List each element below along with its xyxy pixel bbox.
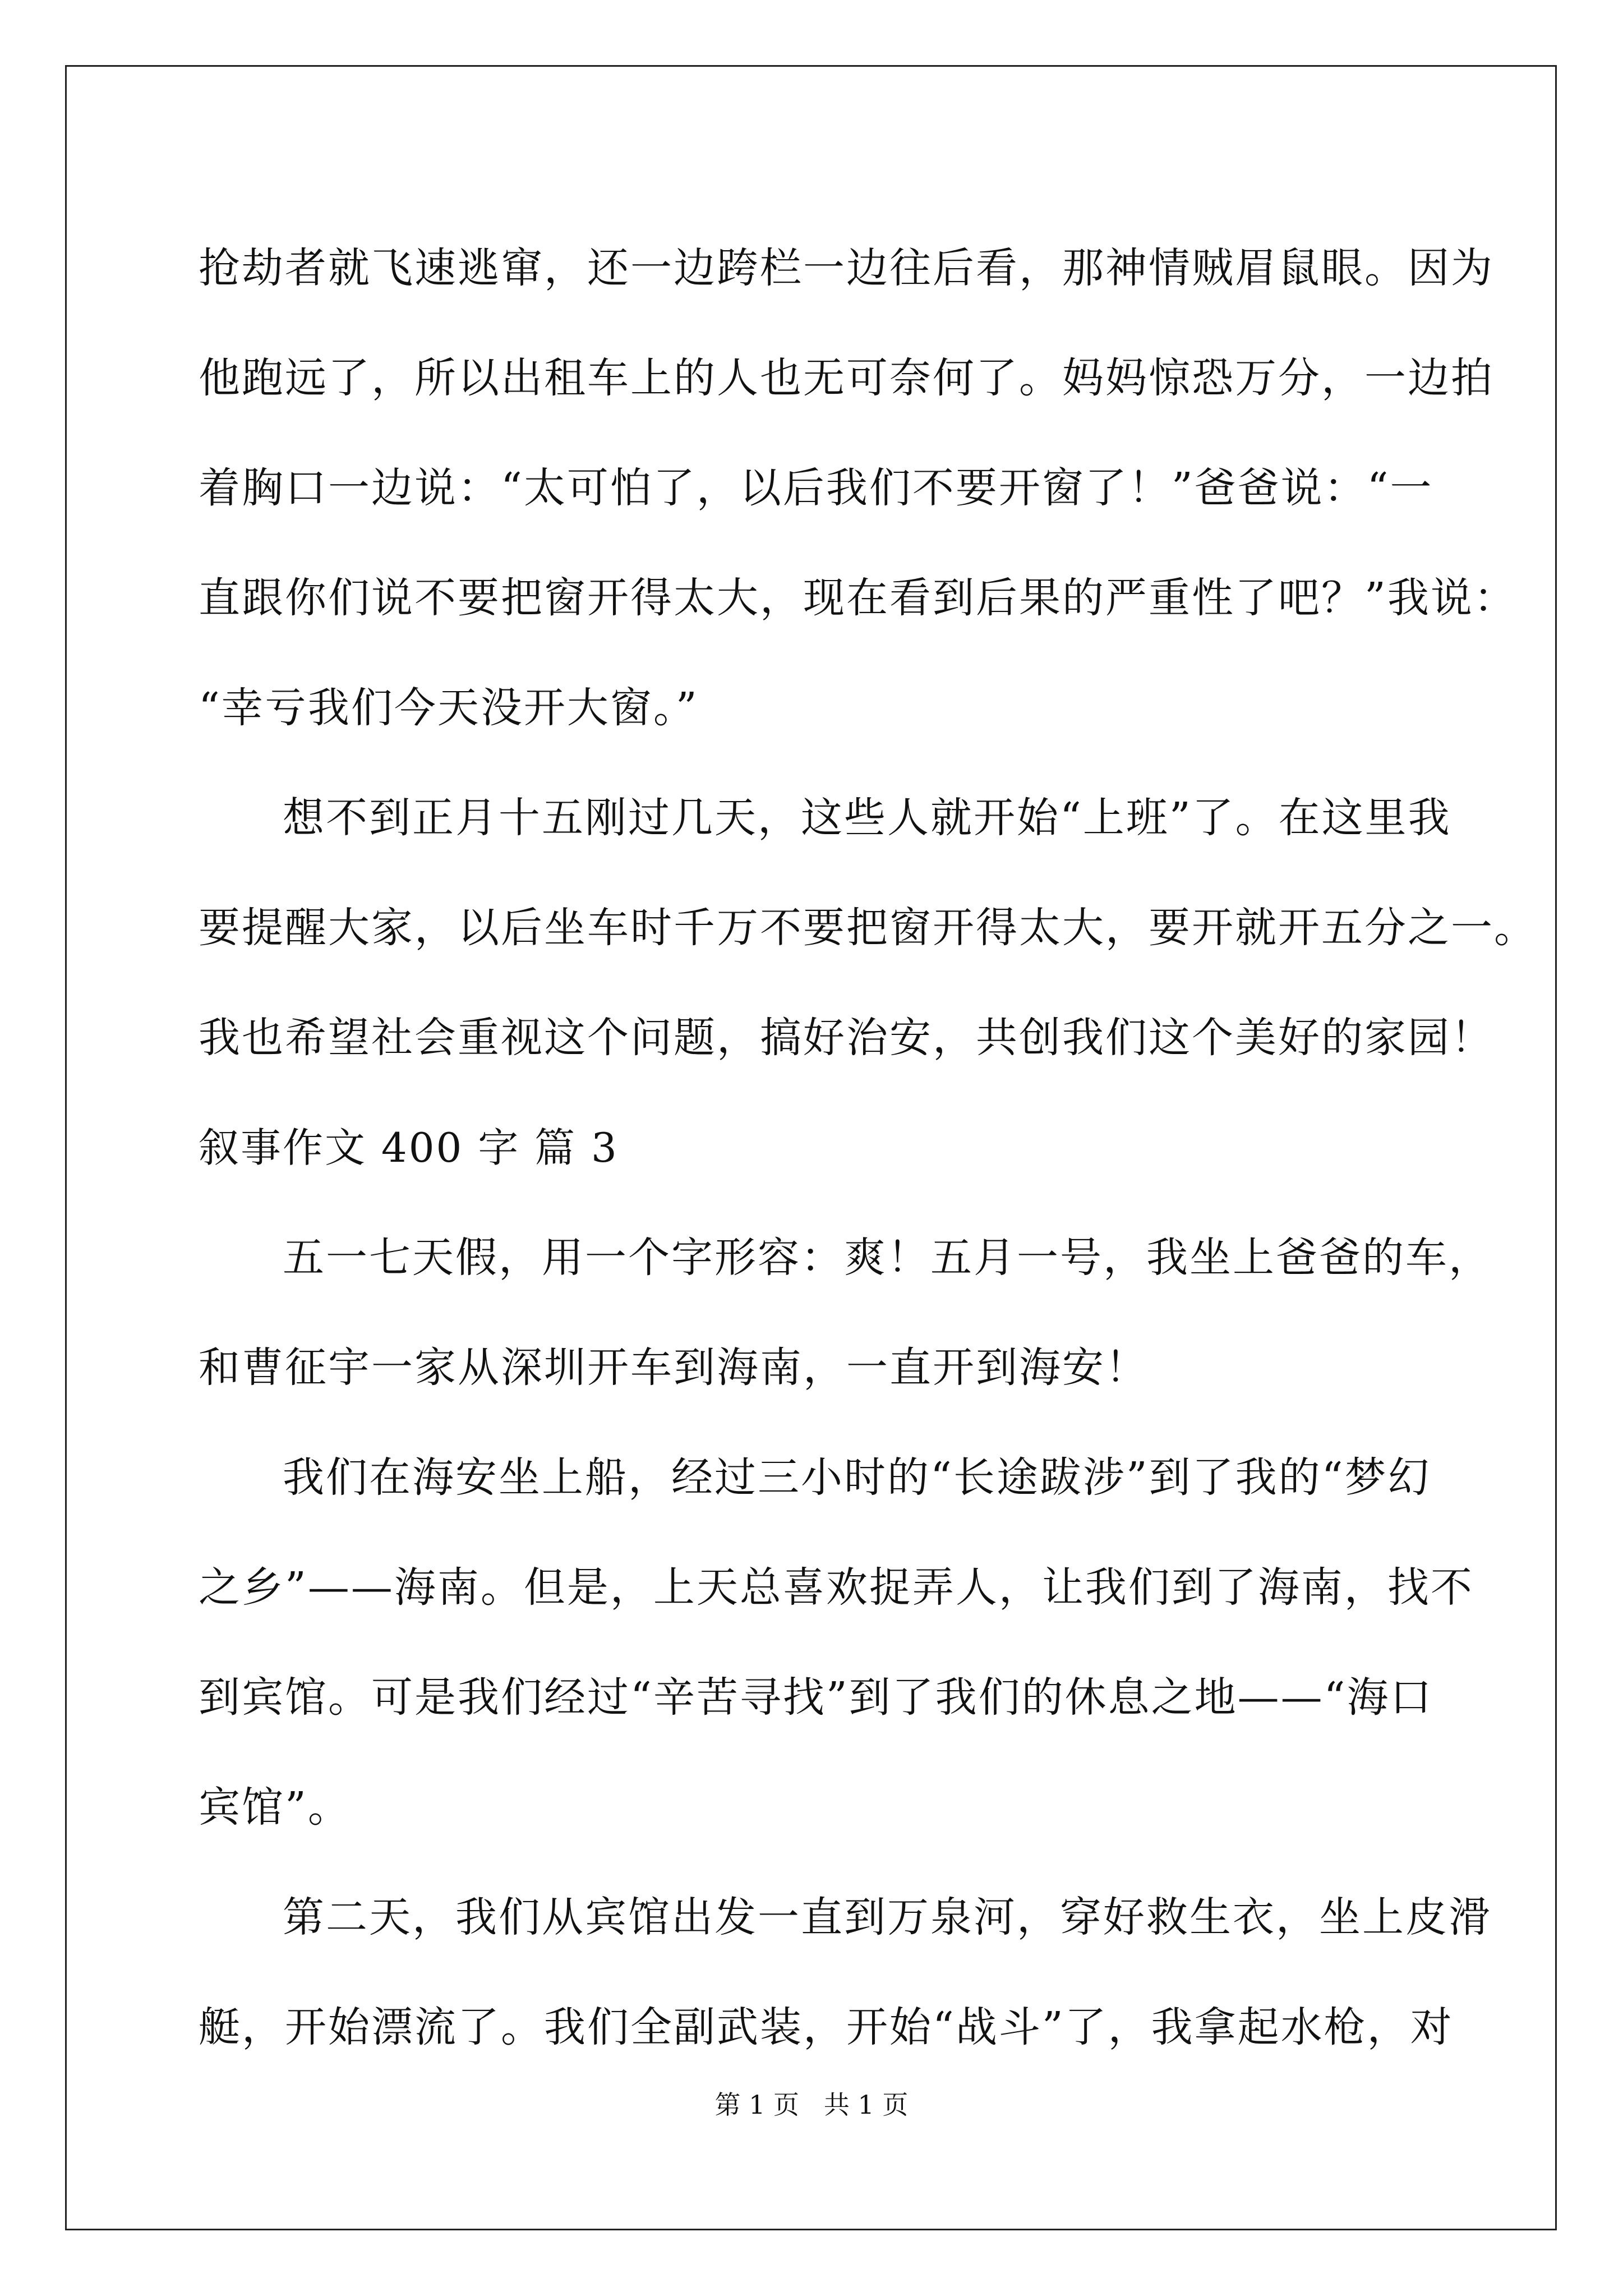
text-line: 和曹征宇一家从深圳开车到海南，一直开到海安！: [199, 1343, 1149, 1392]
text-line: 他跑远了，所以出租车上的人也无可奈何了。妈妈惊恐万分，一边拍: [199, 354, 1494, 402]
text-line: 五一七天假，用一个字形容：爽！五月一号，我坐上爸爸的车，: [283, 1234, 1492, 1282]
text-line: 直跟你们说不要把窗开得太大，现在看到后果的严重性了吧？”我说：: [199, 574, 1517, 622]
text-line: “幸亏我们今天没开大窗。”: [199, 684, 699, 732]
text-line: 之乡”——海南。但是，上天总喜欢捉弄人，让我们到了海南，找不: [199, 1563, 1474, 1612]
text-line: 艇，开始漂流了。我们全副武装，开始“战斗”了，我拿起水枪，对: [199, 2003, 1454, 2051]
document-body: [199, 213, 1537, 2082]
text-line: 想不到正月十五刚过几天，这些人就开始“上班”了。在这里我: [283, 794, 1451, 842]
text-line: 着胸口一边说：“太可怕了，以后我们不要开窗了！”爸爸说：“一: [199, 464, 1433, 512]
text-line: 我们在海安坐上船，经过三小时的“长途跋涉”到了我的“梦幻: [283, 1453, 1431, 1502]
text-line: 第二天，我们从宾馆出发一直到万泉河，穿好救生衣，坐上皮滑: [283, 1893, 1492, 1941]
page-footer: 第 1 页 共 1 页: [714, 2090, 909, 2120]
text-line: 到宾馆。可是我们经过“辛苦寻找”到了我们的休息之地——“海口: [199, 1673, 1433, 1722]
text-line: 要提醒大家，以后坐车时千万不要把窗开得太大，要开就开五分之一。: [199, 904, 1537, 952]
text-line: 我也希望社会重视这个问题，搞好治安，共创我们这个美好的家园！: [199, 1014, 1494, 1062]
text-line: 宾馆”。: [199, 1783, 351, 1832]
section-heading: 叙事作文 400 字 篇 3: [199, 1124, 619, 1171]
text-line: 抢劫者就飞速逃窜，还一边跨栏一边往后看，那神情贼眉鼠眼。因为: [199, 244, 1494, 292]
